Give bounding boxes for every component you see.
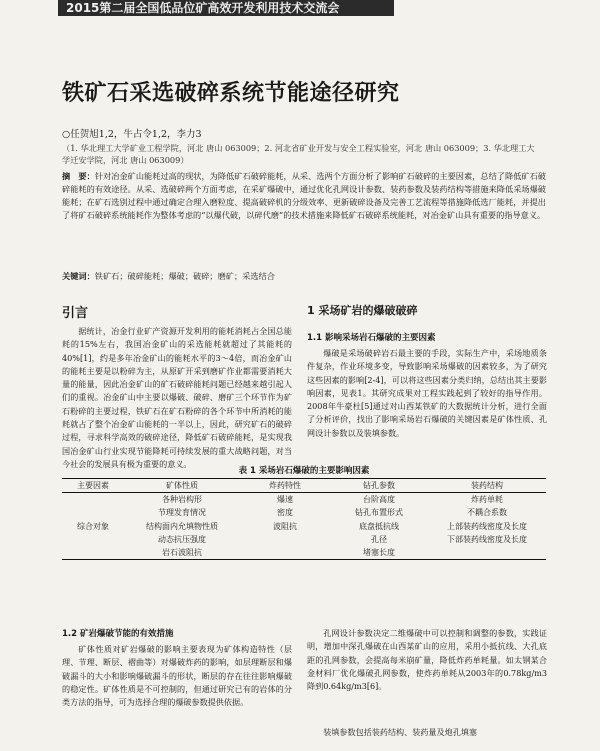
abstract-label: 摘 要： bbox=[62, 171, 95, 181]
table-cell: 岩石波阻抗 bbox=[162, 548, 202, 558]
table-cell: 上部装药线密度及长度 bbox=[447, 521, 527, 531]
table-cell: 密度 bbox=[277, 508, 293, 518]
table-header-row bbox=[62, 479, 546, 493]
section-1-heading: 1 采场矿岩的爆破破碎 bbox=[307, 304, 418, 317]
table-row-header: 综合对象 bbox=[77, 521, 109, 531]
abstract-text: 针对冶金矿山能耗过高的现状，为降低矿石破碎能耗，从采、选两个方面分析了影响矿石破碎的主要因素，总结了降低矿石破碎能耗的有效途径。从采、选破碎两个方面考虑，在采矿爆破中，通过优化孔网设计参数、装药参数及装药结构等措施来降低采场爆破能耗；在矿石选别过程中通过确定合理入磨粒度、提高破碎机的分级效率、更新破碎设备及完善工艺流程等措施降低选厂能耗，并提出了将矿石破碎系统能耗作为整体考虑的“以爆代破，以碎代磨”的技术措施来降低矿石破碎系统能耗，对冶金矿山具有重要的指导意义。 bbox=[62, 171, 546, 220]
table-row bbox=[62, 533, 546, 546]
table-caption: 表 1 采场岩石爆破的主要影响因素 bbox=[238, 466, 370, 476]
table-header: 装药结构 bbox=[428, 479, 546, 493]
table-cell: 台阶高度 bbox=[363, 495, 395, 505]
table-header: 钻孔参数 bbox=[330, 479, 428, 493]
intro-paragraph: 据统计，冶金行业矿产资源开发利用的能耗消耗占全国总能耗的15%左右，我国冶金矿山的采选能耗就超过了其能耗的40%[1]，约是多年冶金矿山的能耗水平的3～4倍，而冶金矿山的能耗主要是以粉碎为主，从原矿开采到磨矿作业都需要消耗大量的能量，因此冶金矿山的矿石破碎能耗问题已经越来越引起人们的重视。冶金矿山中主要以爆破、破碎、磨矿三个环节作为矿石粉碎的主要过程，铁矿石在矿石粉碎的各个环节中所消耗的能耗就占了整个冶金矿山能耗的一半以上，因此，研究矿石的破碎过程，寻求科学高效的破碎途径，降低矿石破碎能耗，是实现我国冶金矿山行业实现节能降耗可持续发展的重大战略问题，对当今社会的发展具有极为重要的意义。 bbox=[62, 326, 292, 469]
table-cell: 波阻抗 bbox=[273, 521, 297, 531]
factors-table bbox=[62, 478, 546, 560]
hole-parameters-paragraph: 孔网设计参数决定二维爆破中可以控制和调整的参数，实践证明，增加中深孔爆破在山西某矿山的应用，采用小抵抗线、大孔底距的孔网参数，会提高每米崩矿量，降低炸药单耗量。如太钢某合金材料厂优化爆破孔网参数，使炸药单耗从2003年的0.78kg/m3降到0.64kg/m3[6]。 bbox=[307, 628, 547, 692]
table-cell: 底盘抵抗线 bbox=[359, 521, 399, 531]
section-1-1-heading: 1.1 影响采场岩石爆破的主要因素 bbox=[307, 333, 436, 343]
table-cell bbox=[428, 546, 546, 560]
conference-banner: 2015第二届全国低品位矿高效开发利用技术交流会 bbox=[58, 0, 394, 16]
keywords-text: 铁矿石；破碎能耗；爆破；破碎；磨矿；采选结合 bbox=[94, 271, 275, 281]
keywords-label: 关键词： bbox=[62, 271, 95, 281]
table-cell: 孔径 bbox=[371, 534, 387, 544]
paper-title: 铁矿石采选破碎系统节能途径研究 bbox=[62, 81, 400, 106]
table-cell: 不耦合系数 bbox=[467, 508, 507, 518]
table-cell bbox=[240, 546, 330, 560]
table-cell: 下部装药线密度及长度 bbox=[447, 534, 527, 544]
section-1-2-paragraph: 矿体性质对矿岩爆破的影响主要表现为矿体构造特性（层理、节理、断层、褶曲等）对爆破炸药的影响，如层理断层和爆破漏斗的大小和影响爆破漏斗的形状，断层的存在往往影响爆破的稳定性。矿体性质是不可控制的，但通过研究已有的岩体的分类方法的指导，可为选择合理的爆破参数提供依据。 bbox=[62, 644, 292, 708]
paper-affiliation: （1. 华北理工大学矿业工程学院，河北 唐山 063009；2. 河北省矿业开发与安全工程实验室，河北 唐山 063009；3. 华北理工大学迁安学院，河北 唐山 063009） bbox=[62, 143, 535, 165]
table-header: 主要因素 bbox=[62, 479, 124, 493]
table-row bbox=[62, 546, 546, 560]
section-1-2-heading: 1.2 矿岩爆破节能的有效措施 bbox=[62, 629, 174, 639]
table-cell: 各种岩构形 bbox=[162, 495, 202, 505]
intro-heading: 引言 bbox=[62, 306, 89, 321]
table-row bbox=[62, 493, 546, 507]
table-cell: 炸药单耗 bbox=[471, 495, 503, 505]
table-cell: 动态抗压强度 bbox=[158, 534, 206, 544]
table-cell bbox=[240, 533, 330, 546]
paper-authors: ○任贺旭1,2，牛占令1,2，李力3 bbox=[62, 129, 202, 140]
table-cell: 结构面内允填物性质 bbox=[146, 521, 218, 531]
table-row bbox=[62, 520, 546, 533]
table-header: 矿体性质 bbox=[124, 479, 240, 493]
section-1-1-paragraph: 爆破是采场破碎岩石最主要的手段，实际生产中，采场地质条件复杂，作业环境多变，导致影响采场爆破的因素较多，为了研究这些因素的影响[2-4]，可以将这些因素分类归纳，总结出其主要影响因素，见表1。其研究成果对工程实践起到了较好的指导作用。2008年牛豪杜[5]通过对山西某铁矿的大数据统计分析，进行全面了分析评价，找出了影响采场岩石爆破的关键因素是矿体性质、孔网设计参数以及装填参数。 bbox=[307, 348, 547, 438]
table-cell: 节理发育情况 bbox=[158, 508, 206, 518]
charging-parameters-paragraph: 装填参数包括装药结构、装药量及炮孔填塞 bbox=[323, 727, 477, 737]
table-cell: 钻孔布置形式 bbox=[355, 508, 403, 518]
abstract bbox=[62, 170, 546, 222]
keywords bbox=[62, 270, 546, 283]
table-row bbox=[62, 506, 546, 519]
table-cell: 爆速 bbox=[277, 495, 293, 505]
table-cell: 堵塞长度 bbox=[363, 548, 395, 558]
table-header: 炸药特性 bbox=[240, 479, 330, 493]
